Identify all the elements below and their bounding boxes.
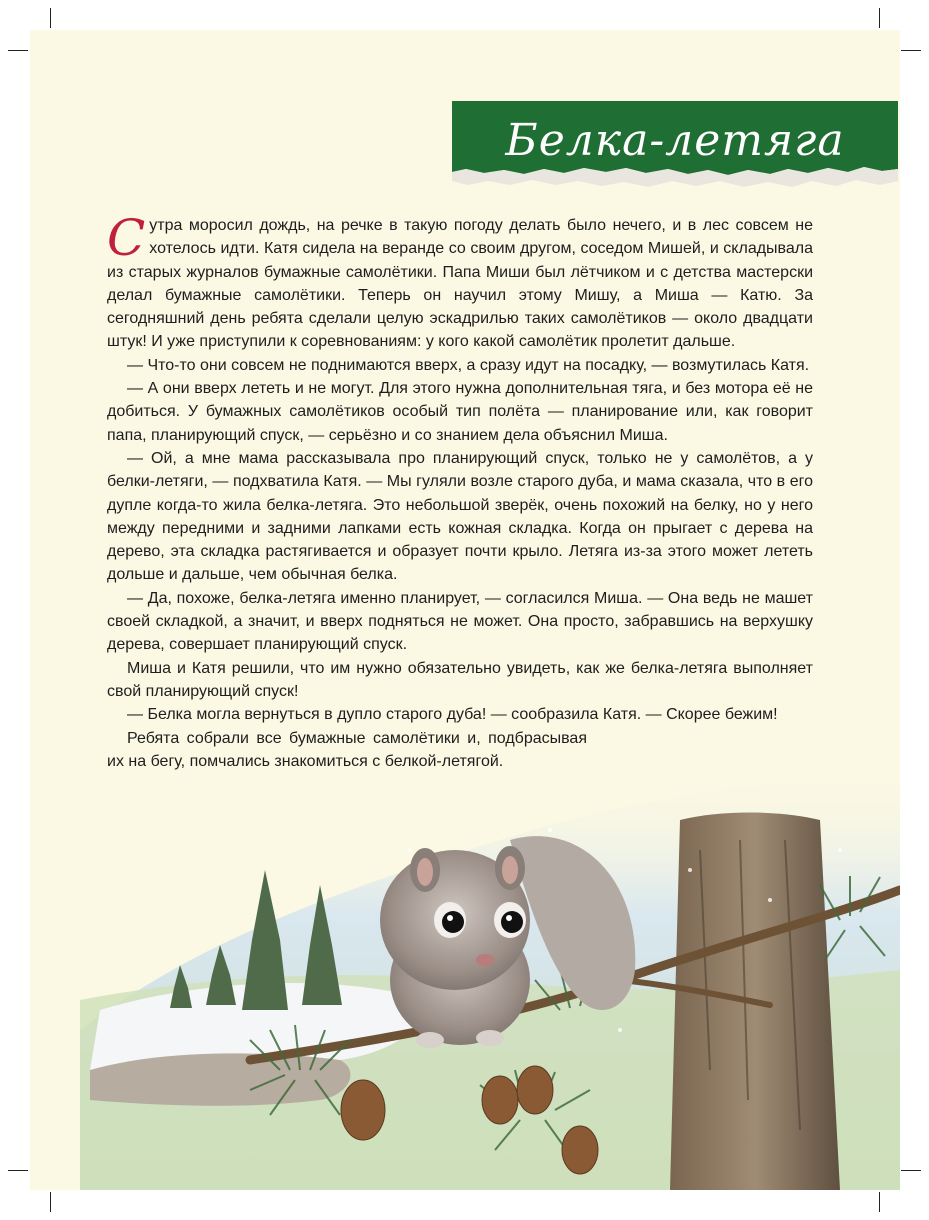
crop-mark xyxy=(8,1170,28,1171)
paragraph: — Белка могла вернуться в дупло старого дуба! — сообразила Катя. — Скорее бежим! xyxy=(127,706,778,724)
paragraph-text: утра моросил дождь, на речке в такую погоду делать было нечего, и в лес совсем не хотелось идти. Катя сидела на веранде со своим другом, соседом Мишей, и складывала из старых журналов бумажные самолётики. Папа Миши был лётчиком и с детства мастерски делал бумажные самолётики. Теперь он научил этому Мишу, а Миша — Катю. За сегодняшний день ребята сделали целую эскадрилью таких самолётиков — около двадцати штук! И уже приступили к соревнованиям: у кого какой самолётик пролетит дальше. xyxy=(107,217,813,351)
drop-cap: С xyxy=(107,209,146,267)
crop-mark xyxy=(901,1170,921,1171)
page-title: Белка-летяга xyxy=(505,115,845,166)
paragraph: — Да, похоже, белка-летяга именно планирует, — согласился Миша. — Она ведь не машет своей складкой, а значит, и вверх подняться не может. Она просто, забравшись на верхушку дерева, совершает планирующий спуск. xyxy=(107,589,813,654)
story-text xyxy=(107,209,813,773)
crop-mark xyxy=(50,8,51,28)
paragraph xyxy=(107,209,813,354)
paragraph: Миша и Катя решили, что им нужно обязательно увидеть, как же белка-летяга выполняет свой планирующий спуск! xyxy=(107,659,813,700)
crop-mark xyxy=(901,50,921,51)
crop-mark xyxy=(879,1192,880,1212)
paragraph: — Что-то они совсем не поднимаются вверх, а сразу идут на посадку, — возмутилась Катя. xyxy=(127,356,810,374)
flying-squirrel-illustration xyxy=(80,770,900,1190)
paragraph: — Ой, а мне мама рассказывала про планирующий спуск, только не у самолётов, а у белки-летяги, — подхватила Катя. — Мы гуляли возле старого дуба, и мама сказала, что в его дупле когда-то жила белка-летяга. Это небольшой зверёк, очень похожий на белку, но у него между передними и задними лапками есть кожная складка. Когда он прыгает с дерева на дерево, эта складка растягивается и образует почти крыло. Летяга из-за этого может лететь дольше и дальше, чем обычная белка. xyxy=(107,449,813,584)
crop-mark xyxy=(8,50,28,51)
title-banner xyxy=(452,101,898,187)
crop-mark xyxy=(50,1192,51,1212)
paragraph: Ребята собрали все бумажные самолётики и, подбрасывая их на бегу, помчались знакомиться с белкой-летягой. xyxy=(107,729,587,770)
paragraph: — А они вверх лететь и не могут. Для этого нужна дополнительная тяга, и без мотора её не добиться. У бумажных самолётиков особый тип полёта — планирование или, как говорит папа, планирующий спуск, — серьёзно и со знанием дела объяснил Миша. xyxy=(107,380,813,444)
crop-mark xyxy=(879,8,880,28)
